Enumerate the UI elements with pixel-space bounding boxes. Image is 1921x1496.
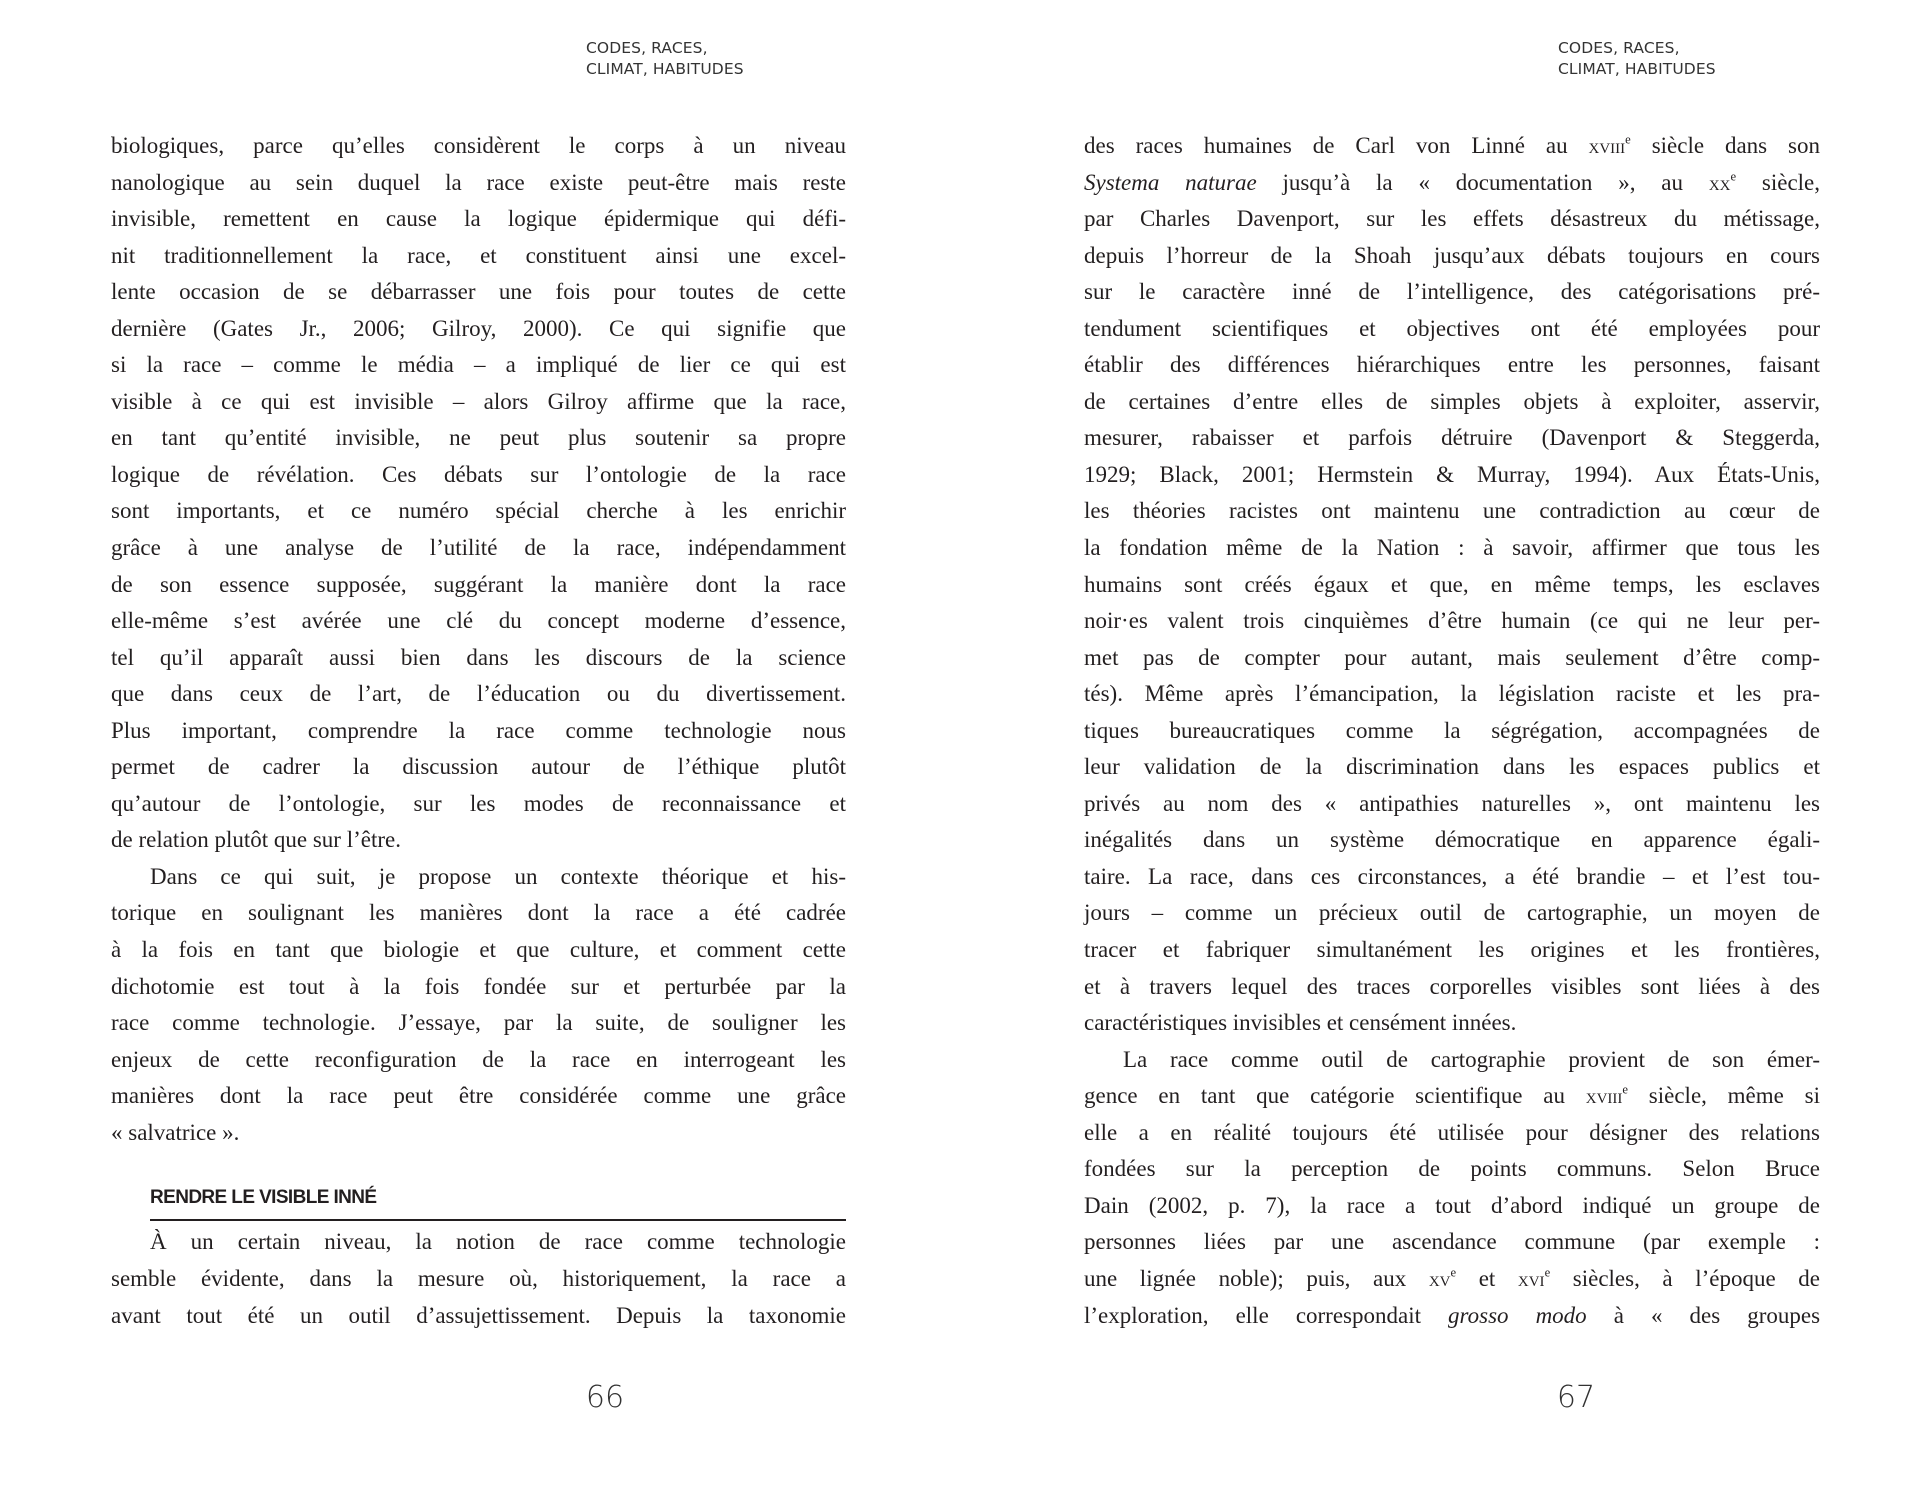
text-line: La race comme outil de cartographie provient de son émer- [1123, 1046, 1820, 1072]
text-line: sont importants, et ce numéro spécial cherche à les enrichir [111, 498, 846, 524]
text-line: nit traditionnellement la race, et constituent ainsi une excel- [111, 242, 846, 268]
text-line: invisible, remettent en cause la logique épidermique qui défi- [111, 206, 846, 232]
text-line: semble évidente, dans la mesure où, historiquement, la race a [111, 1265, 846, 1291]
text-line: À un certain niveau, la notion de race comme technologie [150, 1229, 846, 1255]
text-line: si la race – comme le média – a impliqué de lier ce qui est [111, 352, 846, 378]
running-head-line: CODES, RACES, [1558, 39, 1680, 57]
page-number: 67 [1556, 1380, 1596, 1415]
text-line: jours – comme un précieux outil de cartographie, un moyen de [1084, 900, 1820, 926]
text-line: dernière (Gates Jr., 2006; Gilroy, 2000). Ce qui signifie que [111, 315, 846, 341]
text-segment: siècles, à l’époque de [1550, 1265, 1820, 1291]
text-segment: siècle, même si [1628, 1083, 1820, 1109]
text-line [1084, 1298, 1820, 1335]
heading-rule [150, 1219, 846, 1221]
text-line: visible à ce qui est invisible – alors Gilroy affirme que la race, [111, 388, 846, 414]
page-number: 66 [585, 1380, 625, 1415]
text-line: elle a en réalité toujours été utilisée pour désigner des relations [1084, 1119, 1820, 1145]
running-head [1558, 38, 1716, 80]
text-line: que dans ceux de l’art, de l’éducation ou du divertissement. [111, 681, 846, 707]
text-segment: une lignée noble); puis, aux [1084, 1265, 1429, 1291]
section-heading-block [111, 1188, 846, 1225]
text-line: en tant qu’entité invisible, ne peut plus soutenir sa propre [111, 425, 846, 451]
text-line: depuis l’horreur de la Shoah jusqu’aux débats toujours en cours [1084, 242, 1820, 268]
text-line: Plus important, comprendre la race comme technologie nous [111, 717, 846, 743]
italic-text: grosso modo [1448, 1302, 1587, 1328]
text-line [1084, 165, 1820, 202]
text-line: et à travers lequel des traces corporelles visibles sont liées à des [1084, 973, 1820, 999]
superscript: e [1544, 1265, 1551, 1280]
body-text [111, 128, 846, 1334]
italic-text: Systema naturae [1084, 169, 1257, 195]
text-line: tendument scientifiques et objectives ont été employées pour [1084, 315, 1820, 341]
text-segment: l’exploration, elle correspondait [1084, 1302, 1449, 1328]
text-line: de relation plutôt que sur l’être. [111, 827, 401, 853]
right-page [960, 0, 1921, 1496]
text-line: dichotomie est tout à la fois fondée sur et perturbée par la [111, 973, 846, 999]
text-line: privés au nom des « antipathies naturelles », ont maintenu les [1084, 790, 1820, 816]
superscript: e [1625, 132, 1631, 147]
text-line: elle-même s’est avérée une clé du concept moderne d’essence, [111, 608, 846, 634]
text-line [1084, 128, 1820, 165]
text-line: lente occasion de se débarrasser une fois pour toutes de cette [111, 279, 846, 305]
body-text [1084, 128, 1820, 1334]
section-heading: RENDRE LE VISIBLE INNÉ [150, 1186, 377, 1208]
text-line: 1929; Black, 2001; Hermstein & Murray, 1994). Aux États-Unis, [1084, 461, 1820, 487]
text-segment: à « des groupes [1586, 1302, 1821, 1328]
century-numeral: xviii [1588, 134, 1626, 158]
text-line: logique de révélation. Ces débats sur l’ontologie de la race [111, 461, 846, 487]
text-line: établir des différences hiérarchiques entre les personnes, faisant [1084, 352, 1820, 378]
text-line: tracer et fabriquer simultanément les origines et les frontières, [1084, 937, 1820, 963]
text-line: Dans ce qui suit, je propose un contexte théorique et his- [150, 863, 846, 889]
running-head-line: CLIMAT, HABITUDES [1558, 60, 1716, 78]
text-segment: des races humaines de Carl von Linné au [1084, 133, 1589, 158]
century-numeral: xv [1428, 1266, 1451, 1291]
text-line: permet de cadrer la discussion autour de l’éthique plutôt [111, 754, 846, 780]
text-line: caractéristiques invisibles et censément innées. [1084, 1010, 1517, 1036]
text-line: enjeux de cette reconfiguration de la race en interrogeant les [111, 1046, 846, 1072]
century-numeral: xvi [1517, 1266, 1545, 1291]
text-line: grâce à une analyse de l’utilité de la race, indépendamment [111, 535, 846, 561]
text-line: « salvatrice ». [111, 1119, 240, 1145]
text-line: de son essence supposée, suggérant la manière dont la race [111, 571, 846, 597]
text-line: tel qu’il apparaît aussi bien dans les discours de la science [111, 644, 846, 670]
text-segment: et [1456, 1265, 1518, 1291]
text-line [1084, 1078, 1820, 1115]
text-segment: siècle, [1736, 169, 1821, 195]
text-line: Dain (2002, p. 7), la race a tout d’abord indiqué un groupe de [1084, 1192, 1820, 1218]
text-segment: siècle dans son [1630, 133, 1820, 158]
text-line: met pas de compter pour autant, mais seulement d’être comp- [1084, 644, 1820, 670]
superscript: e [1622, 1082, 1629, 1097]
text-line: qu’autour de l’ontologie, sur les modes de reconnaissance et [111, 790, 846, 816]
text-line: fondées sur la perception de points communs. Selon Bruce [1084, 1156, 1820, 1182]
text-line: race comme technologie. J’essaye, par la suite, de souligner les [111, 1010, 846, 1036]
left-page [0, 0, 960, 1496]
text-line: tés). Même après l’émancipation, la législation raciste et les pra- [1084, 681, 1820, 707]
text-line: noir·es valent trois cinquièmes d’être humain (ce qui ne leur per- [1084, 608, 1820, 634]
running-head-line: CLIMAT, HABITUDES [586, 60, 744, 78]
text-line: nanologique au sein duquel la race existe peut-être mais reste [111, 169, 846, 195]
text-line: humains sont créés égaux et que, en même temps, les esclaves [1084, 571, 1820, 597]
text-line: les théories racistes ont maintenu une contradiction au cœur de [1084, 498, 1820, 524]
text-line: taire. La race, dans ces circonstances, a été brandie – et l’est tou- [1084, 863, 1820, 889]
text-line [1084, 1261, 1820, 1298]
text-line: mesurer, rabaisser et parfois détruire (Davenport & Steggerda, [1084, 425, 1820, 451]
text-line: biologiques, parce qu’elles considèrent le corps à un niveau [111, 133, 846, 158]
text-line: sur le caractère inné de l’intelligence, des catégorisations pré- [1084, 279, 1820, 305]
century-numeral: xx [1708, 170, 1731, 195]
text-segment: jusqu’à la « documentation », au [1256, 169, 1709, 195]
century-numeral: xviii [1585, 1084, 1623, 1109]
text-line: torique en soulignant les manières dont la race a été cadrée [111, 900, 846, 926]
text-line: inégalités dans un système démocratique en apparence égali- [1084, 827, 1820, 853]
running-head [586, 38, 744, 80]
text-line: tiques bureaucratiques comme la ségrégation, accompagnées de [1084, 717, 1820, 743]
superscript: e [1730, 169, 1737, 184]
text-line: la fondation même de la Nation : à savoir, affirmer que tous les [1084, 535, 1820, 561]
text-line: manières dont la race peut être considérée comme une grâce [111, 1083, 846, 1109]
running-head-line: CODES, RACES, [586, 39, 708, 57]
text-line: avant tout été un outil d’assujettissement. Depuis la taxonomie [111, 1302, 846, 1328]
text-line: à la fois en tant que biologie et que culture, et comment cette [111, 937, 846, 963]
superscript: e [1450, 1265, 1457, 1280]
text-segment: gence en tant que catégorie scientifique au [1084, 1083, 1586, 1109]
text-line: de certaines d’entre elles de simples objets à exploiter, asservir, [1084, 388, 1820, 414]
text-line: personnes liées par une ascendance commune (par exemple : [1084, 1229, 1820, 1255]
text-line: par Charles Davenport, sur les effets désastreux du métissage, [1084, 206, 1820, 232]
text-line: leur validation de la discrimination dans les espaces publics et [1084, 754, 1820, 780]
